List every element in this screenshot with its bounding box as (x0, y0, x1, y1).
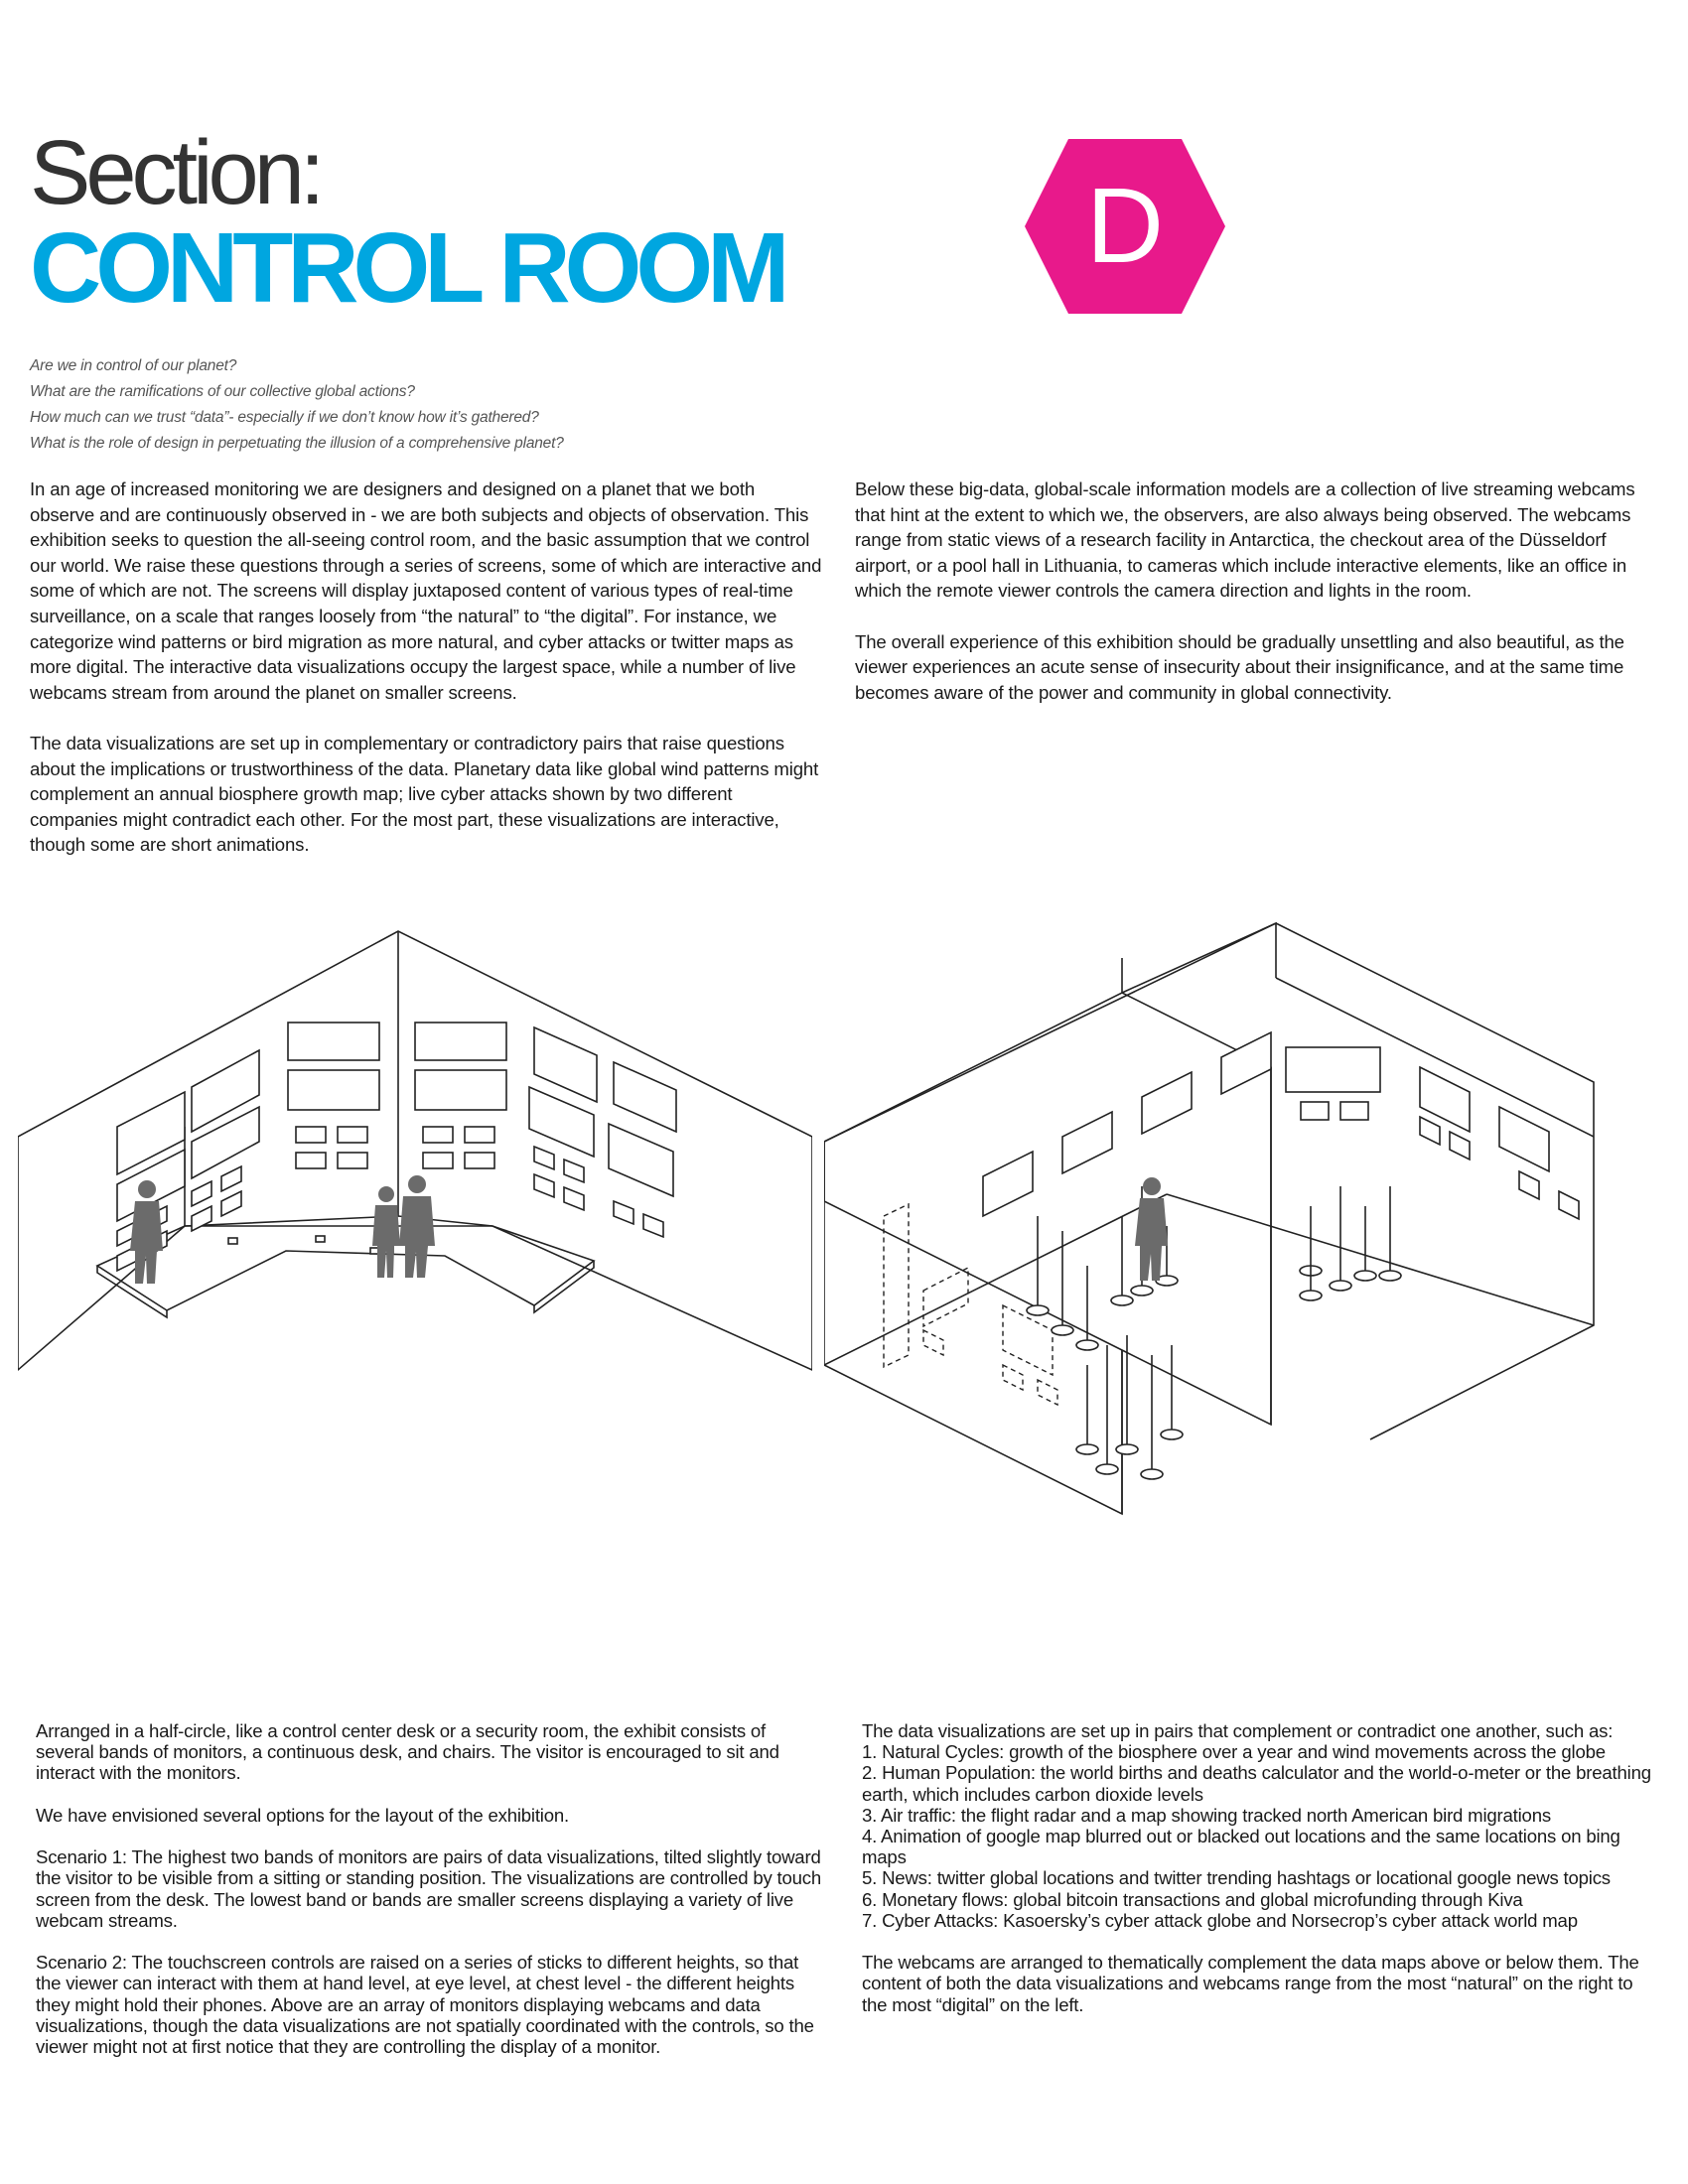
list-item: 7. Cyber Attacks: Kasoersky’s cyber attack globe and Norsecrop’s cyber attack world map (862, 1909, 1578, 1931)
paragraph: Scenario 2: The touchscreen controls are raised on a series of sticks to different heights, so that the viewer can interact with them at hand level, at eye level, at chest level - the different heights they might hold their phones. Above are an array of monitors displaying webcams and data visualizations, though the data visualizations are not spatially coordinated with the controls, so the viewer might not at first notice that they are controlling the display of a monitor. (36, 1952, 814, 2057)
paragraph: The overall experience of this exhibition should be gradually unsettling and also beautiful, as the viewer experiences an acute sense of insecurity about their insignificance, and at the same time becomes aware of the power and community in global connectivity. (855, 630, 1624, 703)
section-badge (1025, 139, 1225, 314)
pairs-column (862, 1720, 1662, 2036)
person-icon (1135, 1177, 1168, 1281)
paragraph: In an age of increased monitoring we are designers and designed on a planet that we both observe and are continuously observed in - we are both subjects and objects of observation. This exhibition seeks to question the all-seeing control room, and the basic assumption that we control our world. We raise these questions through a series of screens, some of which are interactive and some of which are not. The screens will display juxtaposed content of various types of real-time surveillance, on a scale that ranges loosely from “the natural” to “the digital”. For instance, we categorize wind patterns or bird migration as more natural, and cyber attacks or twitter maps as more digital. The interactive data visualizations occupy the largest space, while a number of live webcams stream from around the planet on smaller screens. (30, 478, 822, 703)
scenario-2-drawing (824, 888, 1673, 1603)
scenarios-column (36, 1720, 826, 2078)
paragraph: We have envisioned several options for the layout of the exhibition. (36, 1804, 569, 1826)
paragraph: The data visualizations are set up in complementary or contradictory pairs that raise questions about the implications or trustworthiness of the data. Planetary data like global wind patterns might complement an annual biosphere growth map; live cyber attacks shown by two different companies might contradict each other. For the most part, these visualizations are interactive, though some are short animations. (30, 732, 819, 856)
section-label: Section: (30, 122, 321, 223)
section-title: CONTROL ROOM (30, 212, 784, 324)
question: What is the role of design in perpetuating the illusion of a comprehensive planet? (30, 435, 564, 452)
paragraph: Below these big-data, global-scale information models are a collection of live streaming webcams that hint at the extent to which we, the observers, are also always being observed. The webcams range from static views of a research facility in Antarctica, the checkout area of the Düsseldorf airport, or a pool hall in Lithuania, to cameras which include interactive elements, like an office in which the remote viewer controls the camera direction and lights in the room. (855, 478, 1635, 602)
person-icon (399, 1175, 435, 1278)
paragraph: Arranged in a half-circle, like a control center desk or a security room, the exhibit consists of several bands of monitors, a continuous desk, and chairs. The visitor is encouraged to sit and interact with the monitors. (36, 1720, 779, 1784)
person-icon (372, 1186, 400, 1278)
list-item: 5. News: twitter global locations and twitter trending hashtags or locational google news topics (862, 1867, 1611, 1889)
scenario-1-drawing (18, 918, 812, 1385)
list-item: 2. Human Population: the world births and deaths calculator and the world-o-meter or the breathing earth, which includes carbon dioxide levels (862, 1762, 1651, 1805)
guiding-questions (30, 353, 824, 457)
list-item: 4. Animation of google map blurred out or blacked out locations and the same locations on bing maps (862, 1826, 1620, 1868)
badge-letter: D (1086, 165, 1164, 285)
stick-controls (1027, 1186, 1401, 1479)
question: How much can we trust “data”- especially if we don’t know how it’s gathered? (30, 409, 539, 426)
list-item: 6. Monetary flows: global bitcoin transactions and global microfunding through Kiva (862, 1888, 1523, 1910)
list-item: 3. Air traffic: the flight radar and a map showing tracked north American bird migrations (862, 1804, 1551, 1826)
intro-left-column (30, 477, 824, 884)
question: What are the ramifications of our collective global actions? (30, 383, 415, 400)
question: Are we in control of our planet? (30, 357, 237, 374)
pairs-closing: The webcams are arranged to thematically complement the data maps above or below them. The content of both the data visualizations and webcams range from the most “natural” on the right to the most “digital” on the left. (862, 1952, 1639, 2015)
paragraph: Scenario 1: The highest two bands of monitors are pairs of data visualizations, tilted slightly toward the visitor to be visible from a sitting or standing position. The visualizations are controlled by touch screen from the desk. The lowest band or bands are smaller screens displaying a variety of live webcam streams. (36, 1846, 822, 1931)
intro-right-column (855, 477, 1649, 731)
pairs-intro: The data visualizations are set up in pairs that complement or contradict one another, such as: (862, 1720, 1614, 1741)
list-item: 1. Natural Cycles: growth of the biosphere over a year and wind movements across the globe (862, 1741, 1606, 1763)
